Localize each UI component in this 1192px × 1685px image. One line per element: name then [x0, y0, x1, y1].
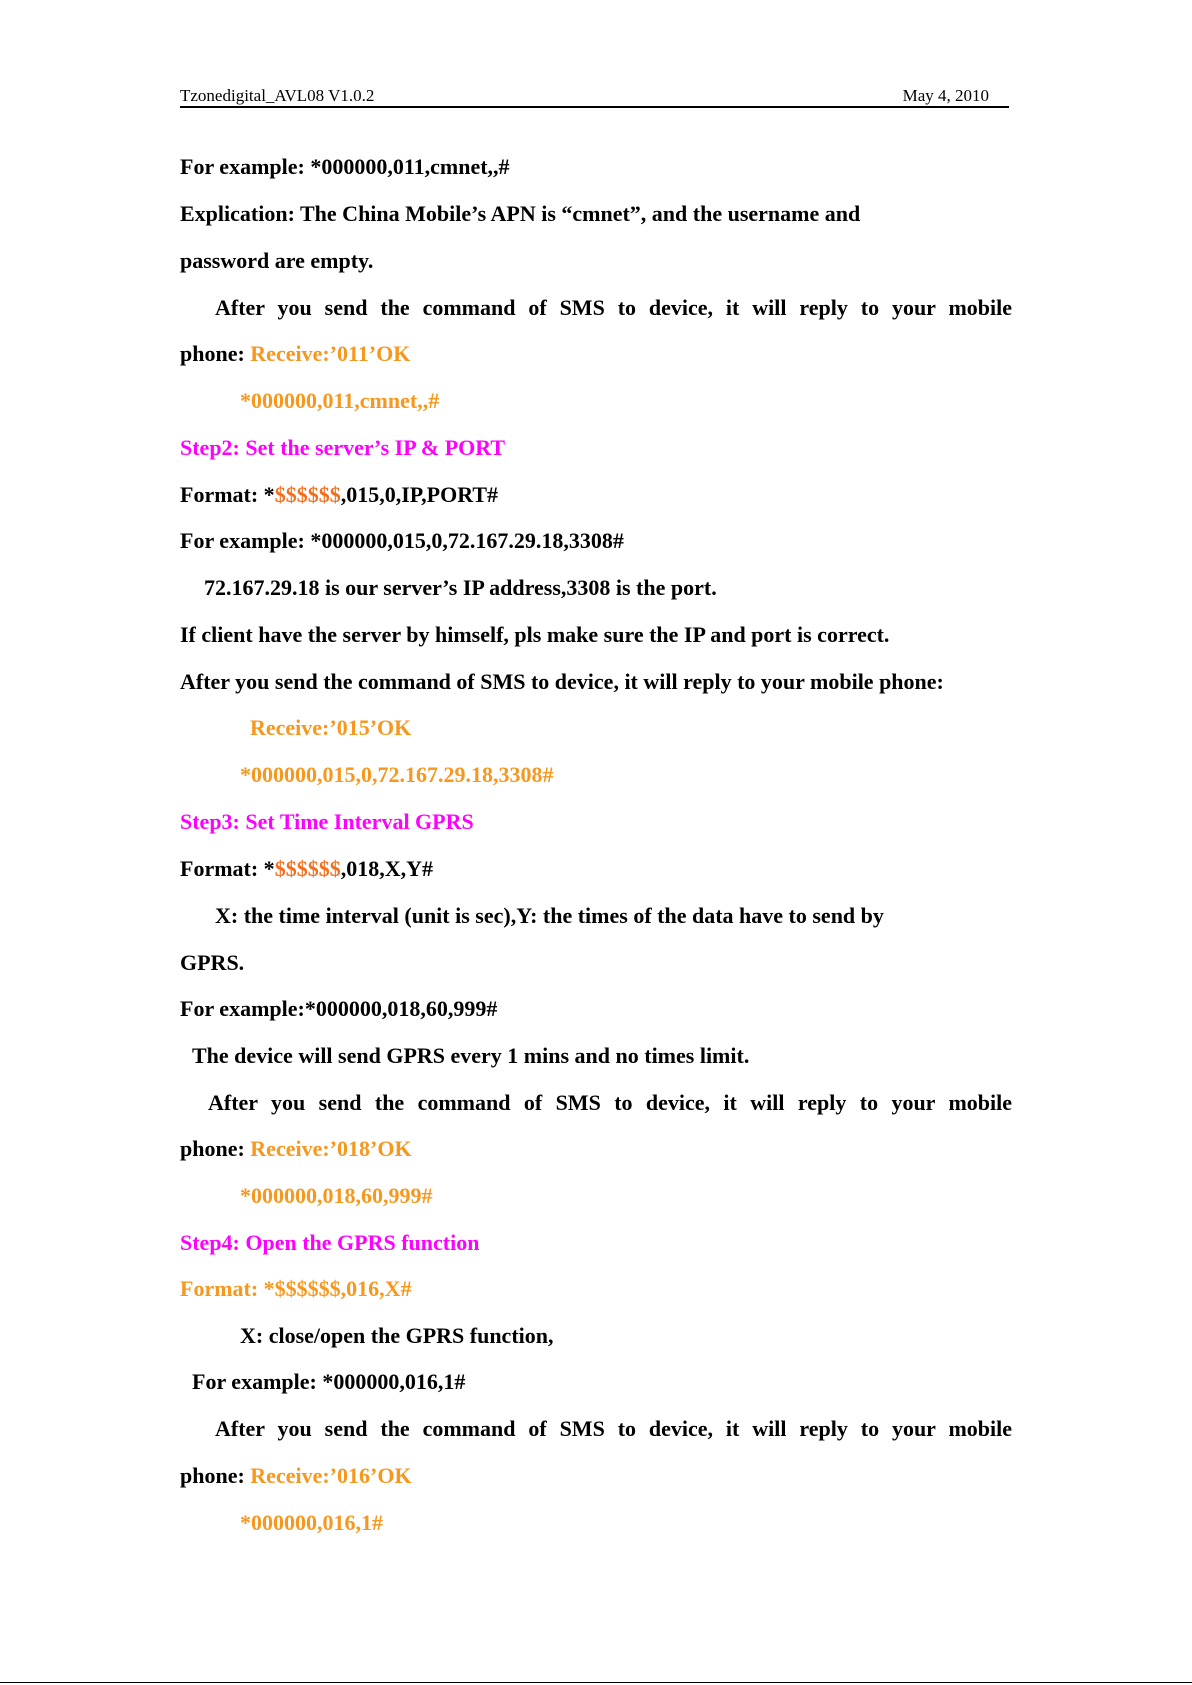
format-line	[180, 855, 1012, 883]
format-line	[180, 481, 1012, 509]
example-line: For example:*000000,018,60,999#	[180, 996, 498, 1021]
reply-receive-text: Receive:’011’OK	[250, 341, 411, 366]
reply-receive-text: Receive:’018’OK	[250, 1136, 412, 1161]
format-line: Format: *$$$$$$,016,X#	[180, 1276, 412, 1301]
reply-prefix: phone:	[180, 341, 251, 366]
explication-line: Explication: The China Mobile’s APN is “cmnet”, and the username and	[180, 201, 861, 226]
example-line: For example: *000000,016,1#	[192, 1369, 466, 1394]
reply-command-echo: *000000,011,cmnet,,#	[240, 388, 440, 413]
param-note-line: X: close/open the GPRS function,	[240, 1323, 554, 1348]
header-date: May 4, 2010	[902, 86, 989, 105]
param-note-line-cont: GPRS.	[180, 950, 245, 975]
format-prefix: Format: *	[180, 482, 275, 507]
reply-note-line: After you send the command of SMS to device, it will reply to your mobile phone:	[180, 669, 944, 694]
step2-heading: Step2: Set the server’s IP & PORT	[180, 435, 506, 460]
reply-command-echo: *000000,015,0,72.167.29.18,3308#	[240, 762, 554, 787]
reply-line	[180, 1135, 1012, 1163]
page-header	[180, 84, 1009, 108]
explication-line-cont: password are empty.	[180, 248, 374, 273]
client-note-line: If client have the server by himself, pls make sure the IP and port is correct.	[180, 622, 890, 647]
param-note-line: X: the time interval (unit is sec),Y: the times of the data have to send by	[215, 903, 884, 928]
header-doc-title: Tzonedigital_AVL08 V1.0.2	[180, 86, 375, 105]
ip-note-line: 72.167.29.18 is our server’s IP address,3308 is the port.	[204, 575, 717, 600]
reply-note-line: After you send the command of SMS to device, it will reply to your mobile	[215, 1416, 1012, 1441]
step3-heading: Step3: Set Time Interval GPRS	[180, 809, 474, 834]
reply-command-echo: *000000,016,1#	[240, 1510, 383, 1535]
example-line: For example: *000000,015,0,72.167.29.18,3308#	[180, 528, 624, 553]
format-password: $$$$$$	[274, 482, 341, 507]
reply-prefix: phone:	[180, 1463, 251, 1488]
format-password: $$$$$$	[274, 856, 341, 881]
page-bottom-rule	[0, 1682, 1192, 1683]
format-suffix: ,015,0,IP,PORT#	[340, 482, 499, 507]
reply-note-line: After you send the command of SMS to device, it will reply to your mobile	[215, 295, 1012, 320]
reply-prefix: phone:	[180, 1136, 251, 1161]
reply-note-line: After you send the command of SMS to device, it will reply to your mobile	[208, 1090, 1012, 1115]
gprs-note-line: The device will send GPRS every 1 mins and no times limit.	[192, 1043, 750, 1068]
reply-command-echo: *000000,018,60,999#	[240, 1183, 433, 1208]
reply-line	[180, 340, 1012, 368]
example-line: For example: *000000,011,cmnet,,#	[180, 154, 510, 179]
format-suffix: ,018,X,Y#	[340, 856, 433, 881]
reply-receive-text: Receive:’015’OK	[250, 715, 412, 740]
reply-line	[180, 1462, 1012, 1490]
step4-heading: Step4: Open the GPRS function	[180, 1230, 480, 1255]
reply-receive-text: Receive:’016’OK	[250, 1463, 412, 1488]
format-prefix: Format: *	[180, 856, 275, 881]
